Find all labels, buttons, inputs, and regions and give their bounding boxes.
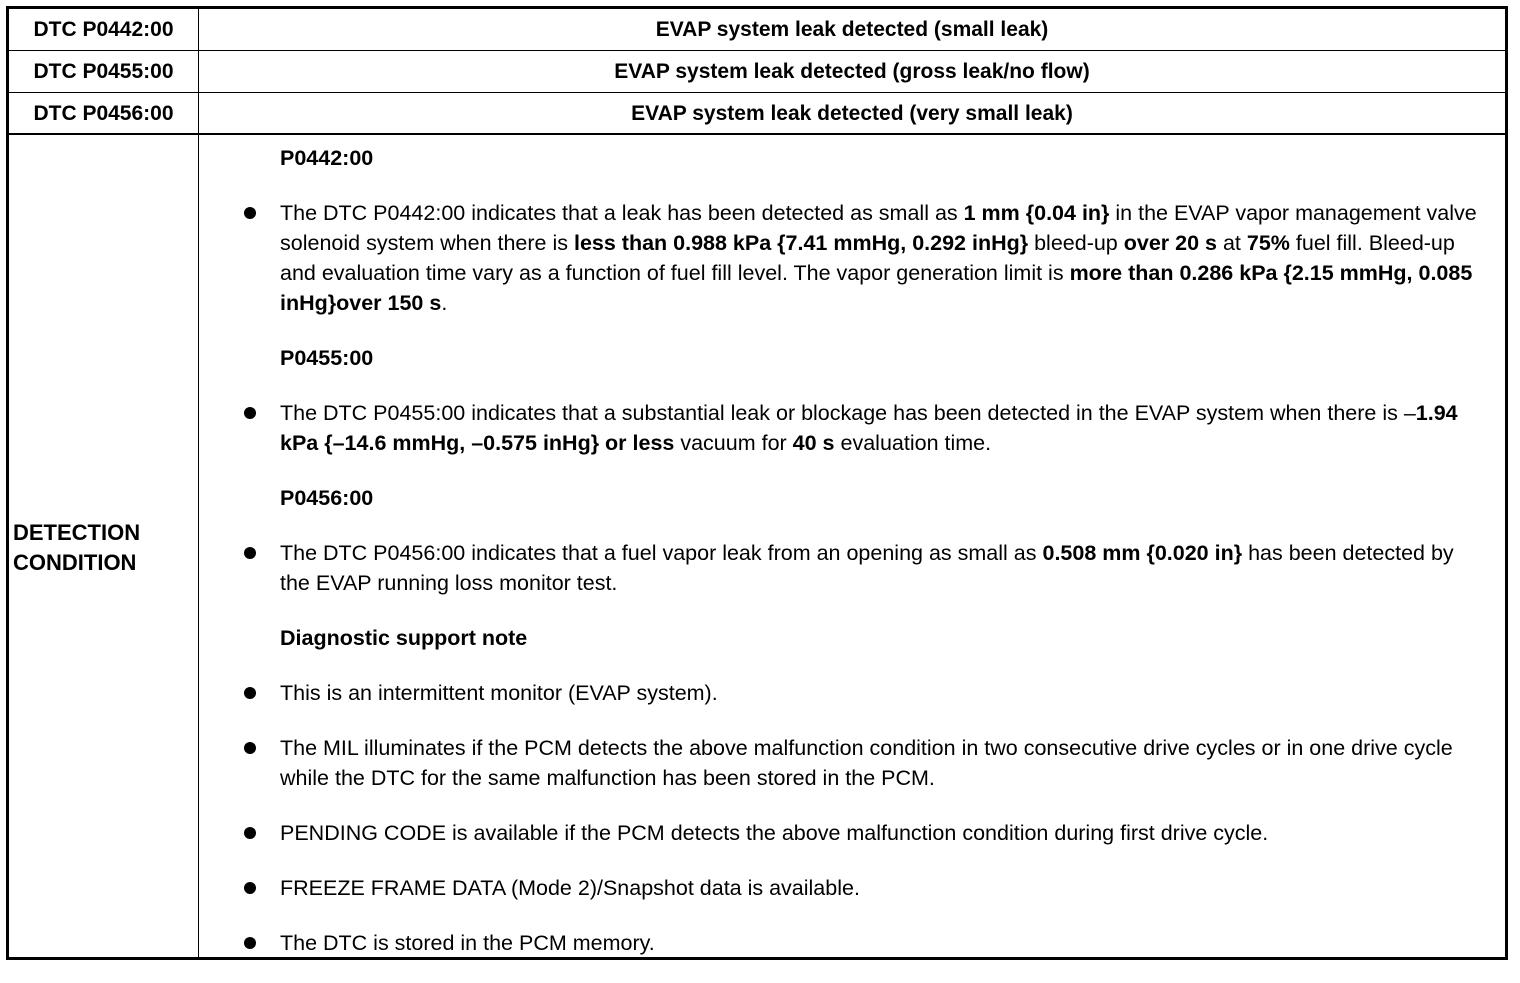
bullet-text-bold: 75% [1246,231,1290,255]
dtc-title: EVAP system leak detected (very small leak) [631,102,1073,125]
bullet-text: in the EVAP vapor management valve solenoid system when there is [280,201,1477,255]
bullet-text: fuel fill. Bleed-up and evaluation time vary as a function of fuel fill level. The vapor generation limit is [280,231,1455,285]
bullet-text-bold: less than 0.988 kPa {7.41 mmHg, 0.292 inHg} [573,231,1029,255]
bullet-item [239,538,1485,598]
dtc-code-cell [9,93,199,133]
dtc-code: DTC P0442:00 [33,18,174,41]
detection-label-cell [9,135,199,957]
bullet-text: The DTC P0455:00 indicates that a substantial leak or blockage has been detected in the EVAP system when there is – [280,401,1416,425]
bullet-text: This is an intermittent monitor (EVAP system). [280,681,718,705]
dtc-code: DTC P0455:00 [33,60,174,83]
bullet-text: The MIL illuminates if the PCM detects the above malfunction condition in two consecutive drive cycles or in one drive cycle while the DTC for the same malfunction has been stored in the PCM. [280,736,1453,790]
dtc-header-row [9,9,1505,51]
dtc-code: DTC P0456:00 [33,102,174,125]
dtc-title-cell [199,9,1505,50]
bullet-text-bold: over 20 s [1123,231,1217,255]
bullet-item [239,928,1485,958]
detection-content-cell [199,135,1505,957]
bullet-text-bold: 40 s [792,431,835,455]
dtc-code-cell [9,9,199,50]
bullet-text: bleed-up [1028,231,1124,255]
bullet-item [239,733,1485,793]
dtc-title-cell [199,93,1505,133]
bullet-text: evaluation time. [834,431,992,455]
bullet-item [239,818,1485,848]
dtc-header-row [9,51,1505,93]
section-heading: P0455:00 [280,346,374,370]
section-heading: Diagnostic support note [280,626,528,650]
dtc-header-row [9,93,1505,135]
bullet-text-bold: 1.94 kPa {–14.6 mmHg, –0.575 inHg} or less [280,401,1458,455]
bullet-text: . [441,291,448,315]
bullet-text: The DTC P0456:00 indicates that a fuel vapor leak from an opening as small as [280,541,1043,565]
bullet-text-bold: 0.508 mm {0.020 in} [1042,541,1243,565]
section-heading: P0456:00 [280,486,374,510]
bullet-item [239,873,1485,903]
dtc-code-cell [9,51,199,92]
bullet-text: The DTC P0442:00 indicates that a leak has been detected as small as [280,201,964,225]
dtc-title-cell [199,51,1505,92]
bullet-text: FREEZE FRAME DATA (Mode 2)/Snapshot data is available. [280,876,860,900]
bullet-text-bold: more than 0.286 kPa {2.15 mmHg, 0.085 inHg}over 150 s [280,261,1473,315]
dtc-title: EVAP system leak detected (small leak) [655,18,1049,41]
section-heading: P0442:00 [280,146,374,170]
bullet-text: has been detected by the EVAP running loss monitor test. [280,541,1454,595]
detection-content [239,143,1485,983]
bullet-item [239,398,1485,458]
bullet-text: vacuum for [674,431,793,455]
detection-condition-label: DETECTION CONDITION [13,520,141,575]
bullet-text-bold: 1 mm {0.04 in} [963,201,1110,225]
detection-condition-row [9,135,1505,957]
bullet-text: The DTC is stored in the PCM memory. [280,931,655,955]
bullet-text: at [1216,231,1247,255]
bullet-text: PENDING CODE is available if the PCM detects the above malfunction condition during first drive cycle. [280,821,1269,845]
dtc-title: EVAP system leak detected (gross leak/no flow) [614,60,1090,83]
dtc-table [6,6,1508,960]
bullet-item [239,678,1485,708]
bullet-item [239,198,1485,318]
